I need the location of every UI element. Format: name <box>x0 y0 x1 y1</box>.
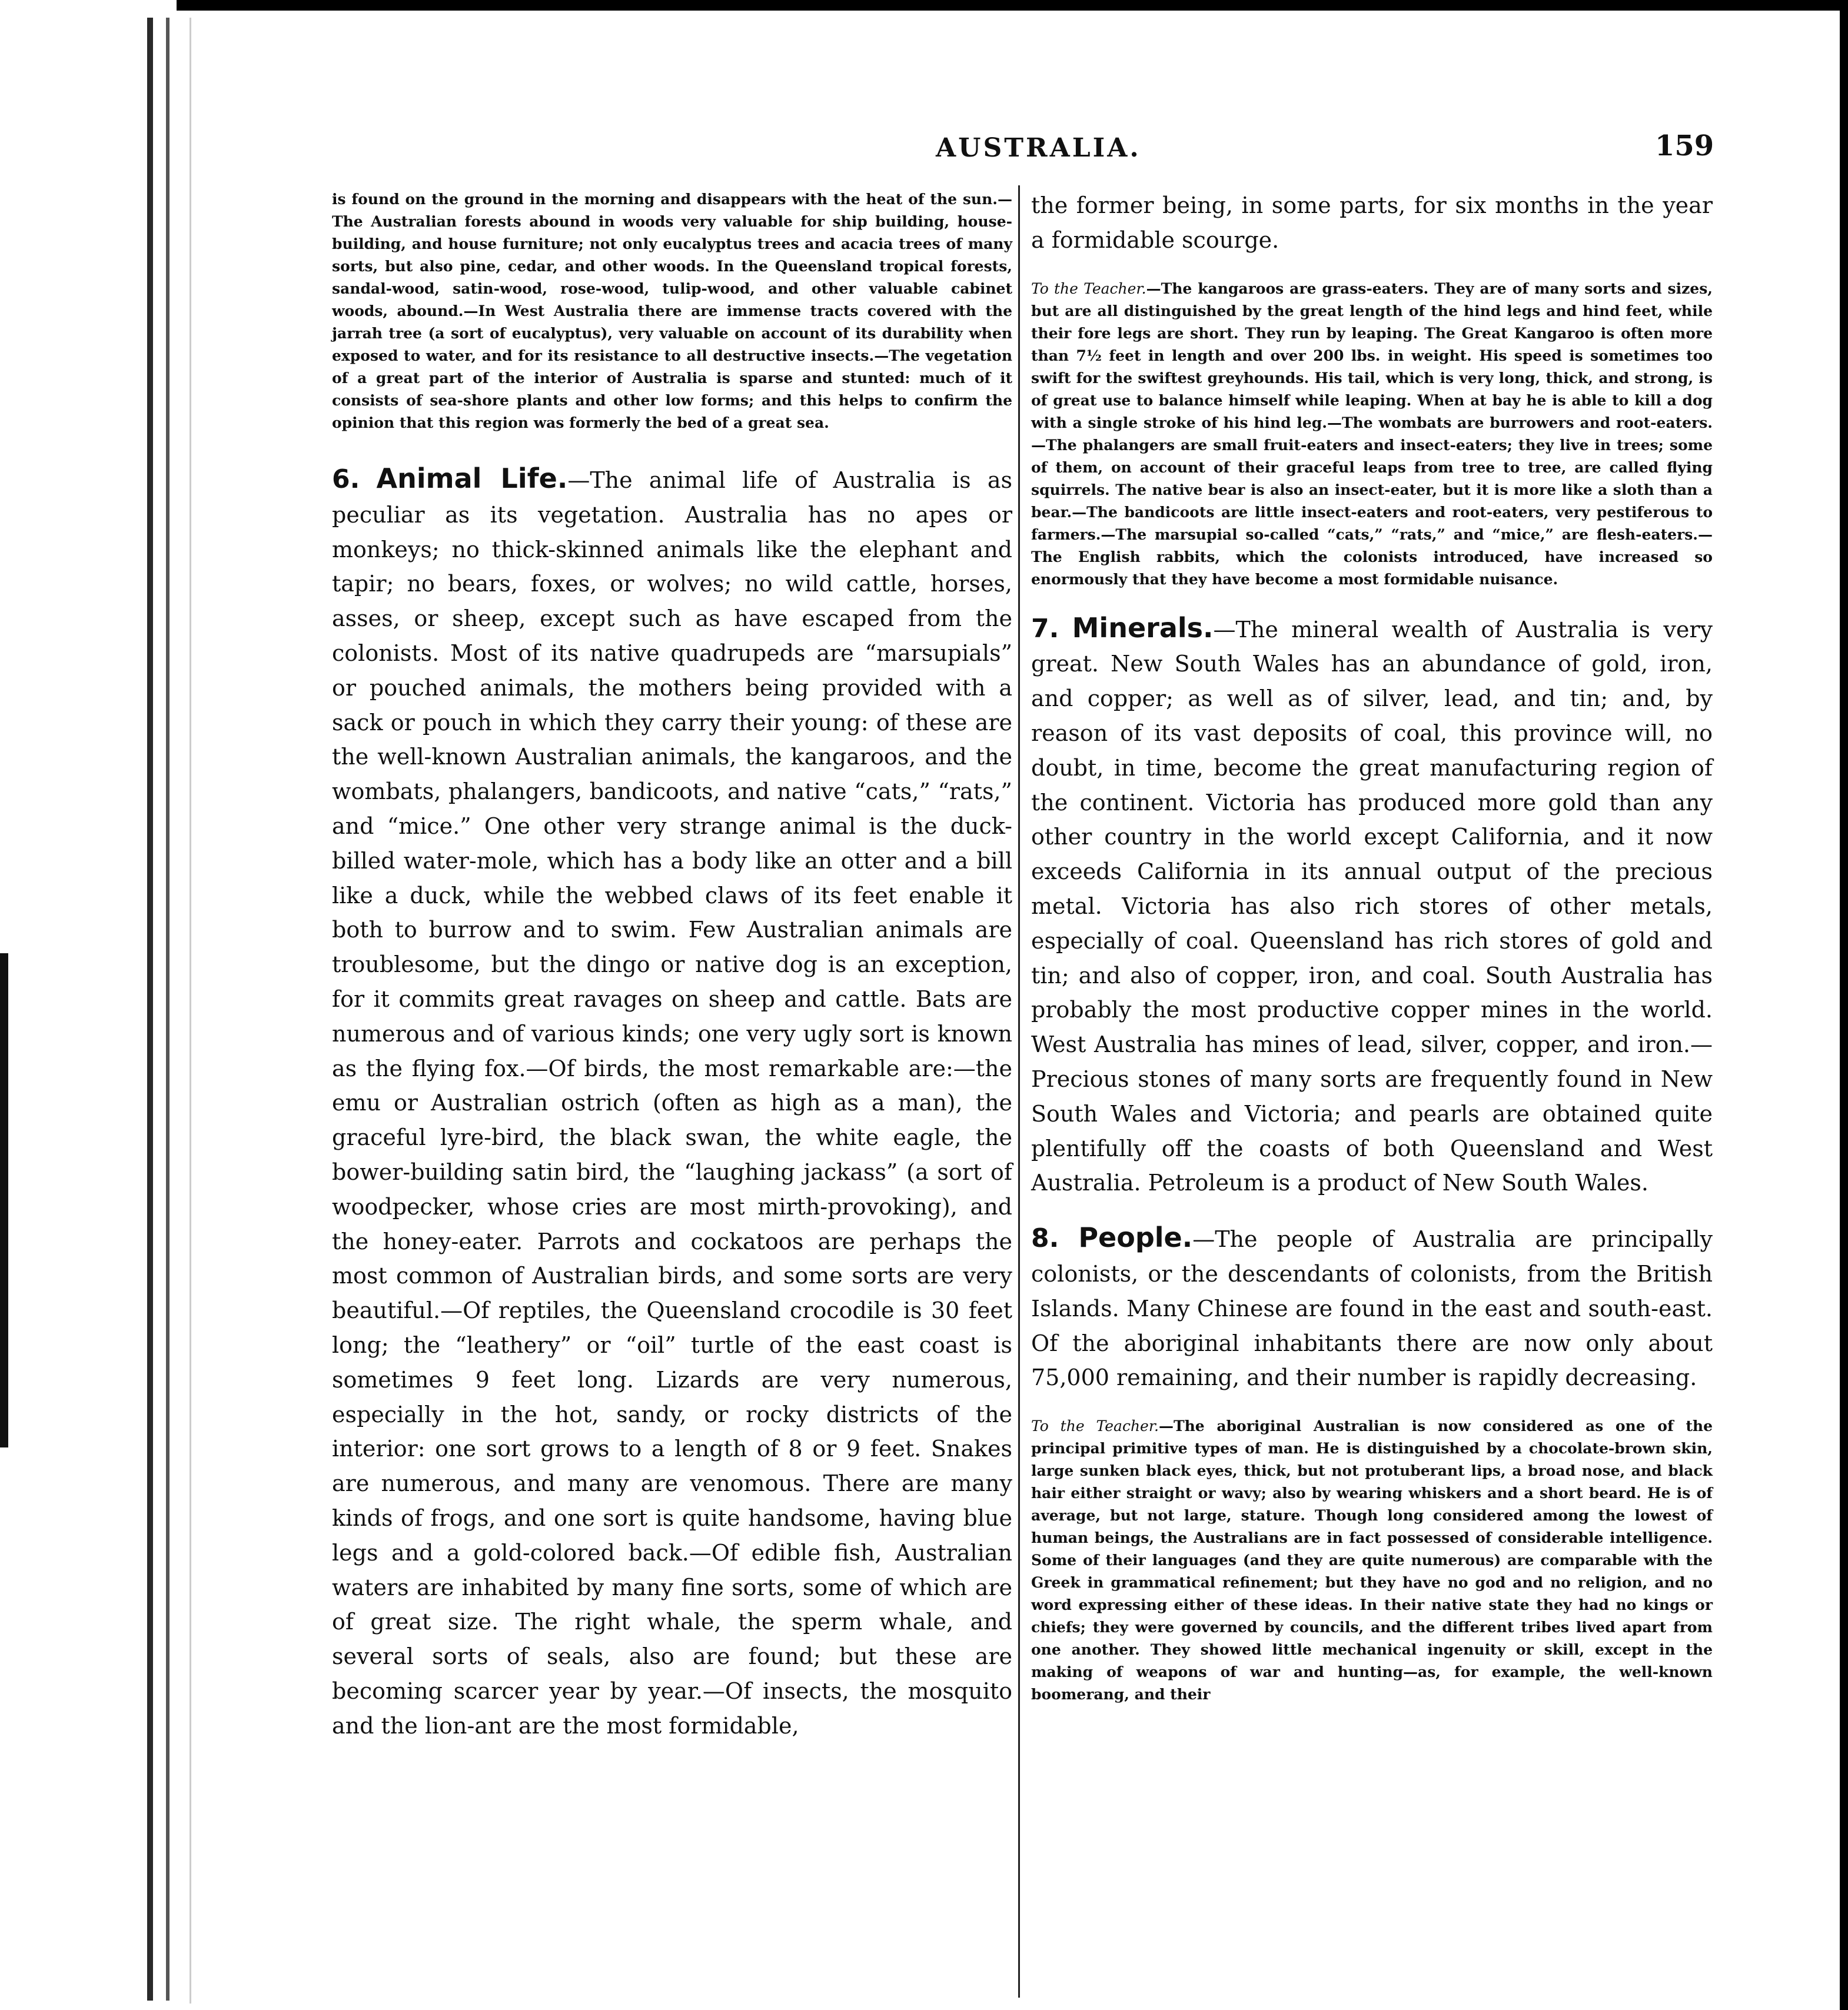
insects-continuation: the former being, in some parts, for six months in the year a formidable scourge. <box>1031 192 1713 253</box>
section-8-title: People. <box>1078 1222 1193 1254</box>
left-column <box>332 188 1012 1743</box>
scan-left-edge <box>0 953 8 1447</box>
teacher-note-kangaroos <box>1031 278 1713 591</box>
section-7-title: Minerals. <box>1072 611 1214 644</box>
right-column <box>1031 188 1713 1706</box>
section-8-paragraph <box>1031 1220 1713 1395</box>
section-7-number: 7. <box>1031 613 1059 644</box>
column-divider <box>1018 185 1020 1998</box>
section-6-number: 6. <box>332 464 360 494</box>
teacher-note-text: —The kangaroos are grass-eaters. They are of many sorts and sizes, but are all distinguished by the great length of the hind legs and hind feet, while their fore legs are short. They run by leaping. The Great Kangaroo is often more than 7½ feet in length and over 200 lbs. in weight. His speed is sometimes too swift for the swiftest greyhounds. His tail, which is very long, thick, and strong, is of great use to balance himself while leaping. When at bay he is able to kill a dog with a single stroke of his hind leg.—The wombats are burrowers and root-eaters.—The phalangers are small fruit-eaters and insect-eaters; they live in trees; some of them, on account of their graceful leaps from tree to tree, are called flying squirrels. The native bear is also an insect-eater, but it is more like a sloth than a bear.—The bandicoots are little insect-eaters and root-eaters, very pestiferous to farmers.—The marsupial so-called “cats,” “rats,” and “mice,” are flesh-eaters.—The English rabbits, which the colonists introduced, have increased so enormously that they have become a most formidable nuisance. <box>1031 279 1713 588</box>
running-head: AUSTRALIA. <box>936 133 1141 163</box>
binding-gutter-shadow <box>166 18 169 2001</box>
section-8-text: —The people of Australia are principally colonists, or the descendants of colonists, from the British Islands. Many Chinese are found in the east and south-east. Of the aboriginal inhabitants there are now only about 75,000 remaining, and their number is rapidly decreasing. <box>1031 1226 1713 1391</box>
scan-right-border <box>1840 0 1848 2010</box>
section-6-text: —The animal life of Australia is as peculiar as its vegetation. Australia has no apes or monkeys; no thick-skinned animals like the elephant and tapir; no bears, foxes, or wolves; no wild cattle, horses, asses, or sheep, except such as have escaped from the colonists. Most of its native quadrupeds are “marsupials” or pouched animals, the mothers being provided with a sack or pouch in which they carry their young: of these are the well-known Australian animals, the kangaroos, and the wombats, phalangers, bandicoots, and native “cats,” “rats,” and “mice.” One other very strange animal is the duck-billed water-mole, which has a body like an otter and a bill like a duck, while the webbed claws of its feet enable it both to burrow and to swim. Few Australian animals are troublesome, but the dingo or native dog is an exception, for it commits great ravages on sheep and cattle. Bats are numerous and of various kinds; one very ugly sort is known as the flying fox.—Of birds, the most remarkable are:—the emu or Australian ostrich (often as high as a man), the graceful lyre-bird, the black swan, the white eagle, the bower-building satin bird, the “laughing jackass” (a sort of woodpecker, whose cries are most mirth-provoking), and the honey-eater. Parrots and cockatoos are perhaps the most common of Australian birds, and some sorts are very beautiful.—Of reptiles, the Queensland crocodile is 30 feet long; the “leathery” or “oil” turtle of the east coast is sometimes 9 feet long. Lizards are very numerous, especially in the hot, sandy, or rocky districts of the interior: one sort grows to a length of 8 or 9 feet. Snakes are numerous, and many are venomous. There are many kinds of frogs, and one sort is quite handsome, having blue legs and a gold-colored back.—Of edible fish, Australian waters are inhabited by many fine sorts, some of which are of great size. The right whale, the sperm whale, and several sorts of seals, also are found; but these are becoming scarcer year by year.—Of insects, the mosquito and the lion-ant are the most formidable, <box>332 467 1012 1739</box>
teacher-note-aborigines <box>1031 1415 1713 1706</box>
section-8-number: 8. <box>1031 1223 1059 1254</box>
section-7-text: —The mineral wealth of Australia is very great. New South Wales has an abundance of gold, iron, and copper; as well as of silver, lead, and tin; and, by reason of its vast deposits of coal, this province will, no doubt, in time, become the great manufacturing region of the continent. Victoria has produced more gold than any other country in the world except California, and it now exceeds California in its annual output of the precious metal. Victoria has also rich stores of other metals, especially of coal. Queensland has rich stores of gold and tin; and also of copper, iron, and coal. South Australia has probably the most productive copper mines in the world. West Australia has mines of lead, silver, copper, and iron.—Precious stones of many sorts are frequently found in New South Wales and Victoria; and pearls are obtained quite plentifully off the coasts of both Queensland and West Australia. Petroleum is a product of New South Wales. <box>1031 616 1713 1196</box>
teacher-note-label: To the Teacher. <box>1031 1417 1159 1435</box>
binding-gutter <box>147 18 153 2001</box>
vegetation-note-continuation: is found on the ground in the morning and disappears with the heat of the sun.—The Australian forests abound in woods very valuable for ship building, house-building, and house furniture; not only eucalyptus trees and acacia trees of many sorts, but also pine, cedar, and other woods. In the Queensland tropical forests, sandal-wood, satin-wood, rose-wood, tulip-wood, and other valuable cabinet woods, abound.—In West Australia there are immense tracts covered with the jarrah tree (a sort of eucalyptus), very valuable on account of its durability when exposed to water, and for its resistance to all destructive insects.—The vegetation of a great part of the interior of Australia is sparse and stunted: much of it consists of sea-shore plants and other low forms; and this helps to confirm the opinion that this region was formerly the bed of a great sea. <box>332 191 1012 431</box>
section-6-title: Animal Life. <box>376 462 568 494</box>
section-7-paragraph <box>1031 611 1713 1201</box>
teacher-note-label: To the Teacher. <box>1031 279 1146 297</box>
page-number: 159 <box>1655 129 1714 162</box>
scan-top-border <box>0 0 1848 11</box>
section-6-paragraph <box>332 461 1012 1743</box>
teacher-note-text: —The aboriginal Australian is now considered as one of the principal primitive types of man. He is distinguished by a chocolate-brown skin, large sunken black eyes, thick, but not protuberant lips, a broad nose, and black hair either straight or wavy; also by wearing whiskers and a short beard. He is of average, but not large, stature. Though long considered among the lowest of human beings, the Australians are in fact possessed of considerable intelligence. Some of their languages (and they are quite numerous) are comparable with the Greek in grammatical refinement; but they have no god and no religion, and no word expressing either of these ideas. In their native state they had no kings or chiefs; they were governed by councils, and the different tribes lived apart from one another. They showed little mechanical ingenuity or skill, except in the making of weapons of war and hunting—as, for example, the well-known boomerang, and their <box>1031 1417 1713 1703</box>
